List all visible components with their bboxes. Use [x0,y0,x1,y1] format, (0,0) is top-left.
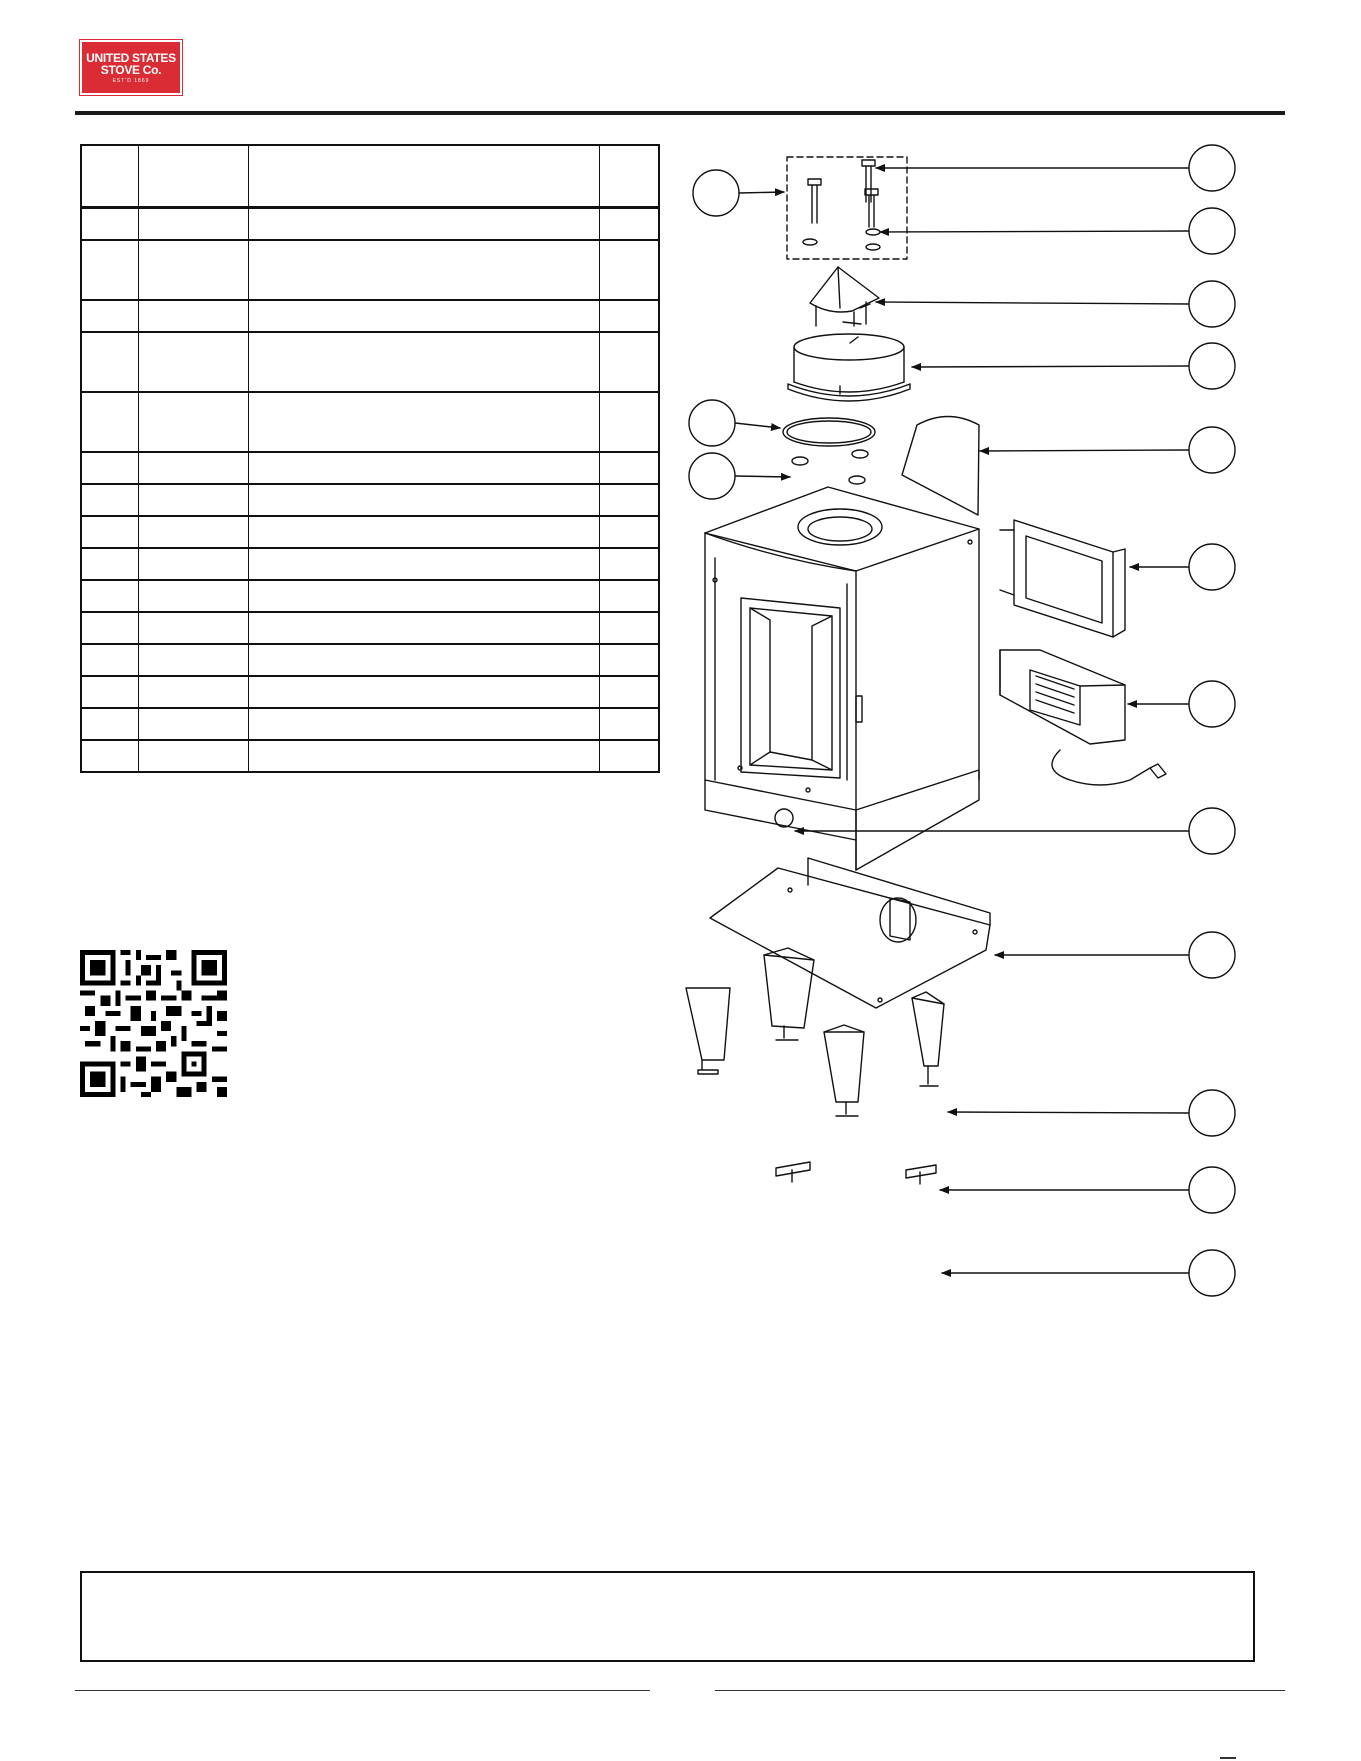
cell-key [81,516,139,548]
callout-right-11 [1189,1167,1235,1213]
cell-part-number [139,548,249,580]
table-row [81,580,659,612]
stove-legs [686,948,944,1116]
callout-right-9 [1189,932,1235,978]
callout-right-7 [1189,681,1235,727]
callout-right-10 [1189,1090,1235,1136]
table-row [81,208,659,241]
cell-description [248,708,599,740]
callout-right-8 [1189,808,1235,854]
base-plate [710,858,990,1008]
cell-part-number [139,740,249,772]
cell-key [81,484,139,516]
brand-line-3: EST'D 1869 [112,77,150,84]
cell-part-number [139,240,249,300]
cell-part-number [139,612,249,644]
cell-key [81,548,139,580]
table-row [81,300,659,332]
cell-qty [599,740,659,772]
cell-qty [599,516,659,548]
table-row [81,644,659,676]
cell-qty [599,452,659,484]
stove-body [705,487,979,870]
cell-description [248,676,599,708]
cell-key [81,240,139,300]
parts-table-body [81,208,659,773]
header-key [81,145,139,208]
cell-key [81,708,139,740]
cell-part-number [139,208,249,241]
cell-key [81,676,139,708]
leveling-brackets [776,1162,936,1184]
brand-line-1: UNITED STATES [86,50,176,65]
cell-description [248,740,599,772]
cell-description [248,332,599,392]
cell-description [248,208,599,241]
callout-right-3 [1189,281,1235,327]
header-rule [75,111,1285,115]
header-part-number [139,145,249,208]
cell-description [248,548,599,580]
table-row [81,516,659,548]
cell-description [248,392,599,452]
cell-part-number [139,516,249,548]
cell-part-number [139,676,249,708]
cell-qty [599,612,659,644]
table-header-row [81,145,659,208]
cell-key [81,644,139,676]
exploded-parts-diagram [680,140,1280,1300]
cell-key [81,332,139,392]
cell-description [248,580,599,612]
flue-collar [788,334,910,401]
callout-left-2 [689,400,735,446]
cell-description [248,612,599,644]
cell-qty [599,708,659,740]
cell-qty [599,332,659,392]
cell-description [248,300,599,332]
callout-balloons [689,145,1235,1296]
cell-key [81,208,139,241]
cell-key [81,580,139,612]
header-description [248,145,599,208]
callout-left-1 [693,170,739,216]
callout-right-5 [1189,427,1235,473]
cell-part-number [139,644,249,676]
cell-key [81,300,139,332]
bolt-kit [787,157,907,259]
note-box [80,1571,1255,1662]
cell-description [248,644,599,676]
collar-screws [792,450,868,484]
cell-description [248,484,599,516]
cell-qty [599,484,659,516]
callout-right-1 [1189,145,1235,191]
heat-shield [902,417,979,516]
cell-description [248,452,599,484]
table-row [81,452,659,484]
table-row [81,484,659,516]
cell-qty [599,208,659,241]
callout-right-6 [1189,544,1235,590]
page-number-mark [1220,1757,1236,1759]
table-row [81,332,659,392]
cell-part-number [139,392,249,452]
callout-right-4 [1189,343,1235,389]
cell-qty [599,392,659,452]
cell-part-number [139,452,249,484]
convection-duct [1000,520,1125,637]
table-row [81,740,659,772]
cell-qty [599,644,659,676]
cell-description [248,516,599,548]
brand-logo [80,40,182,95]
brand-line-2: STOVE Co. [100,62,162,77]
callout-right-2 [1189,208,1235,254]
cell-part-number [139,484,249,516]
callout-left-3 [689,453,735,499]
cell-description [248,240,599,300]
qr-code[interactable] [80,950,227,1097]
cell-key [81,740,139,772]
cell-key [81,392,139,452]
parts-table [80,144,660,773]
callout-right-12 [1189,1250,1235,1296]
table-row [81,240,659,300]
gasket-ring [783,418,875,446]
cell-key [81,612,139,644]
cell-part-number [139,332,249,392]
footer-rule-right [715,1690,1285,1691]
header-qty [599,145,659,208]
table-row [81,392,659,452]
table-row [81,548,659,580]
cell-qty [599,240,659,300]
cell-part-number [139,708,249,740]
cell-qty [599,580,659,612]
cell-qty [599,676,659,708]
table-row [81,708,659,740]
chimney-cap [810,267,879,326]
table-row [81,612,659,644]
cell-qty [599,300,659,332]
cell-key [81,452,139,484]
cell-qty [599,548,659,580]
cell-part-number [139,300,249,332]
cell-part-number [139,580,249,612]
footer-rule-left [75,1690,650,1691]
blower-assembly [1000,650,1166,785]
table-row [81,676,659,708]
